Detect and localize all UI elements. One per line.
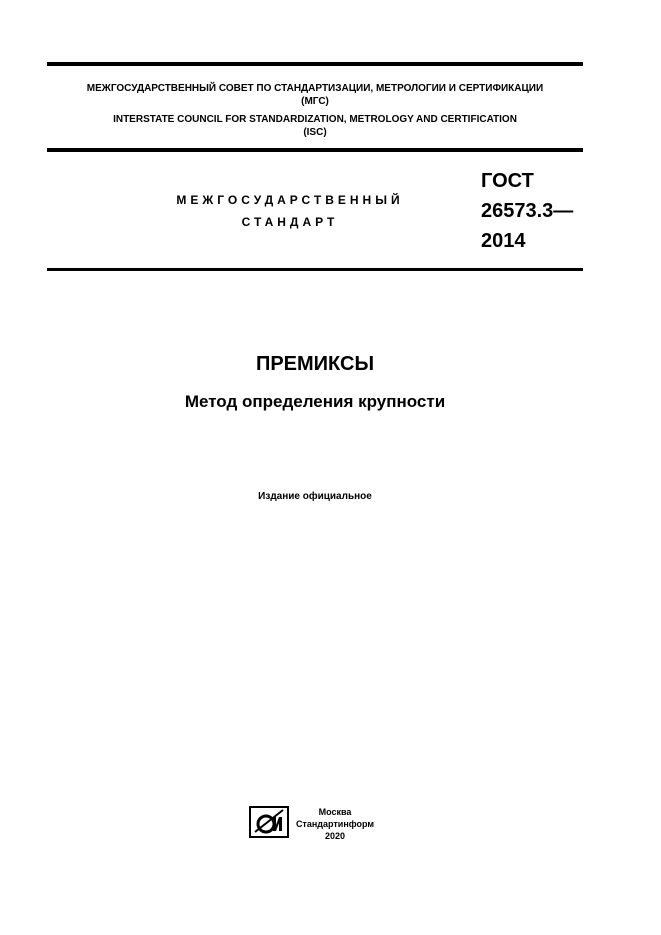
- gost-designation: [481, 166, 573, 256]
- standard-type-line1: МЕЖГОСУДАРСТВЕННЫЙ: [176, 193, 404, 207]
- publisher-city: Москва: [318, 807, 352, 817]
- gost-number: 26573.3—: [481, 200, 574, 222]
- publisher-year: 2020: [324, 831, 346, 841]
- document-subtitle: Метод определения крупности: [184, 392, 446, 411]
- publisher-name: Стандартинформ: [295, 819, 375, 829]
- standartinform-logo-icon: [249, 806, 289, 838]
- council-abbr-en: (ISC): [303, 127, 327, 138]
- gost-year: 2014: [481, 230, 526, 252]
- edition-note: Издание официальное: [258, 491, 372, 502]
- publisher-info: [295, 806, 375, 842]
- standard-type-label: [100, 189, 480, 233]
- designation-rule: [47, 268, 583, 271]
- document-title: ПРЕМИКСЫ: [255, 353, 375, 375]
- gost-prefix: ГОСТ: [481, 170, 534, 192]
- council-name-ru: МЕЖГОСУДАРСТВЕННЫЙ СОВЕТ ПО СТАНДАРТИЗАЦИИ, МЕТРОЛОГИИ И СЕРТИФИКАЦИИ: [86, 83, 544, 94]
- header-rule: [47, 148, 583, 152]
- standard-type-line2: СТАНДАРТ: [241, 215, 339, 229]
- council-abbr-ru: (МГС): [301, 96, 329, 107]
- council-name-en: INTERSTATE COUNCIL FOR STANDARDIZATION, METROLOGY AND CERTIFICATION: [113, 114, 517, 125]
- council-header: [47, 82, 583, 139]
- top-rule: [47, 62, 583, 66]
